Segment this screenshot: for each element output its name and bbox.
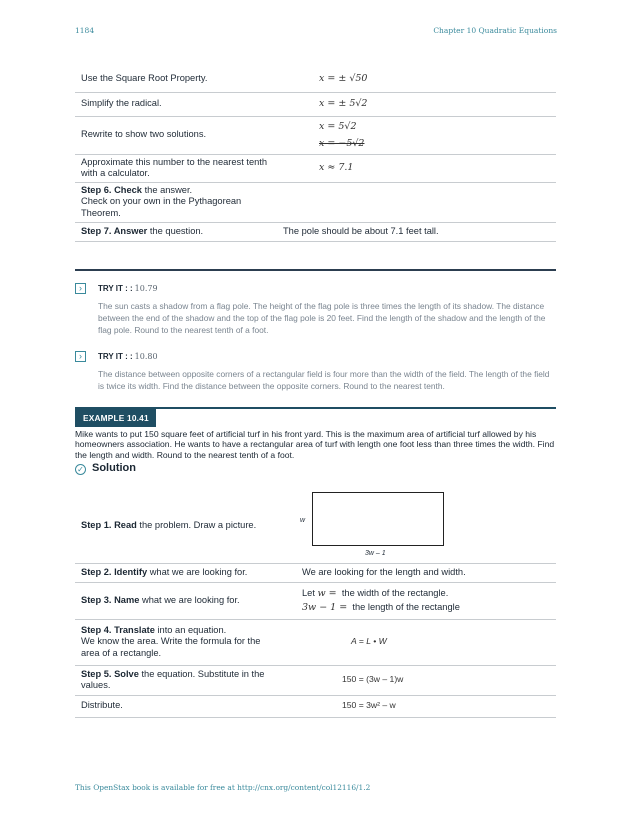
rect-length-label: 3w – 1 (365, 550, 386, 557)
table-row (75, 665, 556, 695)
example-text: Mike wants to put 150 square feet of artificial turf in his front yard. This is the maximum area of artificial turf allowed by his homeowners association. He wants to have a rectangular area of turf with length one foot less than three times the width. Find the length and width. Round to the nearest tenth of a foot. (75, 429, 555, 460)
example-header (75, 407, 556, 423)
footer-note: This OpenStax book is available for free at http://cnx.org/content/col12116/1.2 (75, 783, 371, 792)
table-row (75, 222, 556, 241)
row-label: Distribute. (75, 695, 281, 717)
step-text: what we are looking for. (139, 594, 240, 605)
chevron-right-icon: › (75, 283, 86, 294)
step-text: what we are looking for. (147, 566, 248, 577)
table-row (75, 92, 556, 116)
solution-heading: ✓ Solution (75, 462, 136, 475)
row-math-struck: x = −5√2 (319, 138, 365, 149)
table-row (75, 154, 556, 182)
step-label: Step 6. Check (81, 184, 142, 195)
step-label: Step 5. Solve (81, 668, 139, 679)
row-math: x = ± 5√2 (281, 92, 556, 116)
table-row (75, 619, 556, 665)
try-it-text: The sun casts a shadow from a flag pole. The height of the flag pole is three times the length of its shadow. The distance between the end of the shadow and the top of the flag pole is 20 feet. Find the length of the shadow and the length of the flag pole. Round to the nearest tenth of a foot. (98, 301, 546, 336)
check-circle-icon: ✓ (75, 464, 86, 475)
row-right (281, 182, 556, 222)
table-row (75, 182, 556, 222)
example-label: EXAMPLE 10.41 (75, 409, 156, 427)
row-right: The pole should be about 7.1 feet tall. (281, 222, 556, 241)
table-row (75, 695, 556, 717)
row-right: We are looking for the length and width. (281, 563, 556, 582)
try-it-title: TRY IT : : (98, 284, 133, 293)
var-w: w = (317, 588, 337, 599)
table-row (75, 66, 556, 92)
table-row (75, 116, 556, 154)
page-number: 1184 (75, 26, 95, 35)
rectangle-diagram (312, 492, 444, 546)
step-label: Step 3. Name (81, 594, 140, 605)
substituted-equation: 150 = (3w – 1)w (281, 665, 556, 695)
chevron-right-icon: › (75, 351, 86, 362)
table-row (75, 563, 556, 582)
row-math: x = 5√2 (319, 120, 357, 132)
chapter-title: Chapter 10 Quadratic Equations (433, 26, 557, 35)
step-text: the question. (147, 225, 204, 236)
step-label: Step 7. Answer (81, 225, 148, 236)
rect-width-label: w (300, 517, 306, 524)
step-text: the answer. (141, 184, 193, 195)
solution-table-1 (75, 66, 556, 242)
row-math: x ≈ 7.1 (281, 154, 556, 182)
try-it-10-79 (75, 283, 556, 343)
step-label: Step 4. Translate (81, 624, 155, 635)
solution-table-2 (75, 482, 556, 718)
step-text: into an equation. (154, 624, 227, 635)
var-length: 3w − 1 = (302, 601, 348, 613)
step-subtext: We know the area. Write the formula for the area of a rectangle. (81, 636, 261, 658)
step-text: the problem. Draw a picture. (136, 519, 257, 530)
table-row (75, 482, 556, 563)
step-label: Step 1. Read (81, 519, 137, 530)
try-it-10-80 (75, 351, 556, 396)
distributed-equation: 150 = 3w² – w (281, 695, 556, 717)
row-label: Use the Square Root Property. (75, 66, 281, 92)
area-formula: A = L • W (281, 619, 556, 665)
try-it-number: 10.79 (134, 284, 158, 293)
step-text: the equation. Substitute in the values. (81, 668, 265, 690)
try-it-title: TRY IT : : (98, 352, 133, 361)
row-label: Simplify the radical. (75, 92, 281, 116)
try-it-number: 10.80 (134, 352, 158, 361)
section-divider (75, 269, 556, 271)
step-subtext: Check on your own in the Pythagorean Theorem. (81, 196, 242, 218)
table-row: Step 3. Name what we are looking for. Let w = the width of the rectangle. 3w − 1 = the length of the rectangle (75, 582, 556, 619)
step-label: Step 2. Identify (81, 566, 148, 577)
row-label: Rewrite to show two solutions. (75, 116, 281, 154)
row-label: Approximate this number to the nearest tenth with a calculator. (75, 154, 281, 182)
try-it-text: The distance between opposite corners of a rectangular field is four more than the width of the field. The length of the field is twice its width. Find the distance between the opposite corners. Round to the nearest tenth. (98, 369, 550, 392)
row-math: x = ± √50 (281, 66, 556, 92)
